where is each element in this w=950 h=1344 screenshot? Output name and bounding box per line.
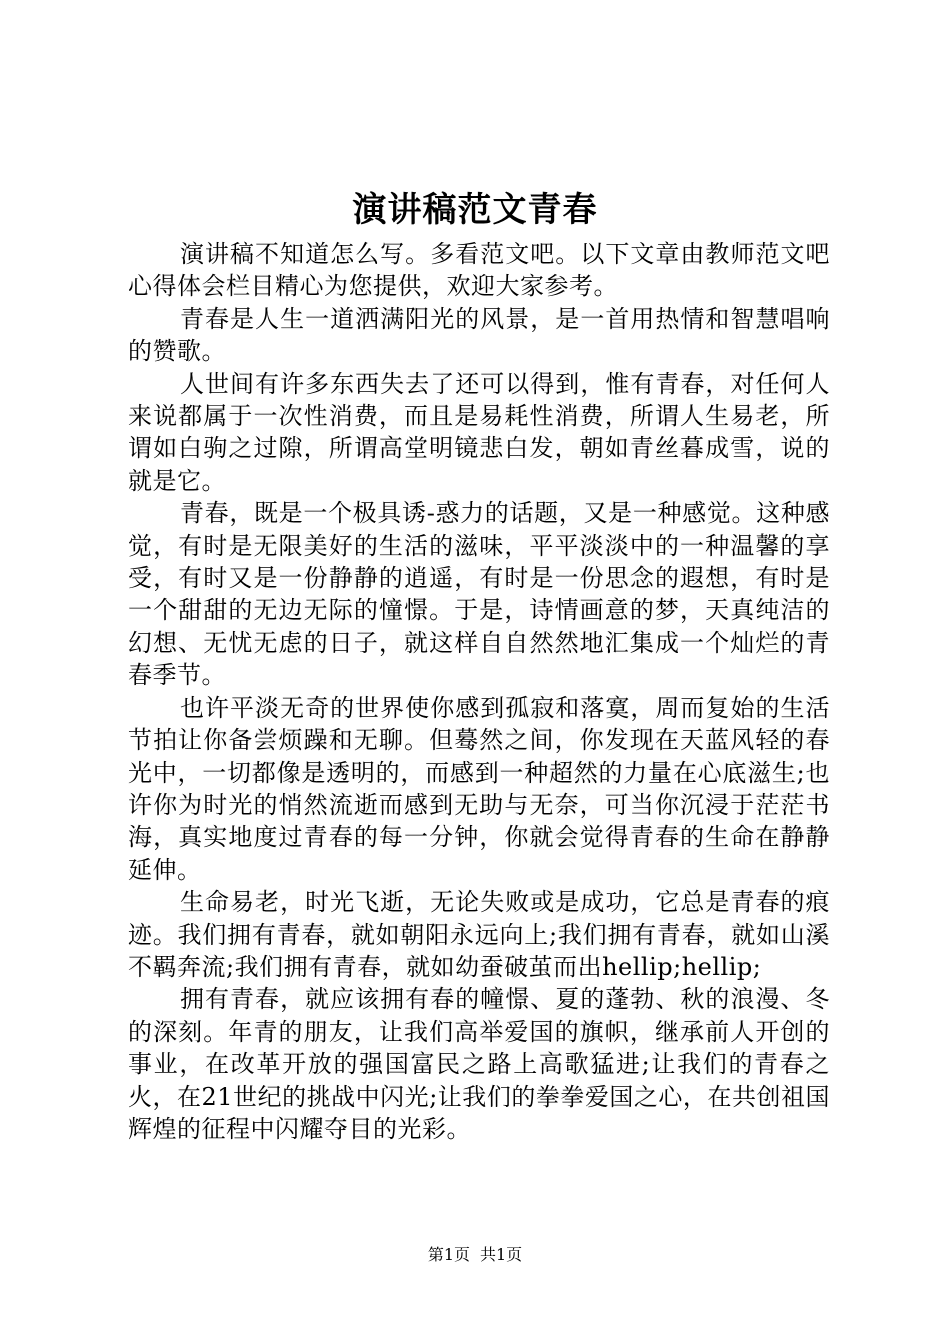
paragraph-2: 青春是人生一道洒满阳光的风景，是一首用热情和智慧唱响的赞歌。 <box>128 304 830 366</box>
document-title: 演讲稿范文青春 <box>352 190 598 230</box>
document-body <box>128 238 830 1145</box>
paragraph-6: 生命易老，时光飞逝，无论失败或是成功，它总是青春的痕迹。我们拥有青春，就如朝阳永远向上;我们拥有青春，就如山溪不羁奔流;我们拥有青春，就如幼蚕破茧而出hellip;hellip; <box>128 888 830 981</box>
paragraph-7: 拥有青春，就应该拥有春的幢憬、夏的蓬勃、秋的浪漫、冬的深刻。年青的朋友，让我们高举爱国的旗帜，继承前人开创的事业，在改革开放的强国富民之路上高歌猛进;让我们的青春之火，在21世纪的挑战中闪光;让我们的拳拳爱国之心，在共创祖国辉煌的征程中闪耀夺目的光彩。 <box>128 985 830 1143</box>
page-number: 第1页 <box>427 1245 470 1264</box>
paragraph-3: 人世间有许多东西失去了还可以得到，惟有青春，对任何人来说都属于一次性消费，而且是易耗性消费，所谓人生易老，所谓如白驹之过隙，所谓高堂明镜悲白发，朝如青丝暮成雪，说的就是它。 <box>128 369 830 495</box>
paragraph-5: 也许平淡无奇的世界使你感到孤寂和落寞，周而复始的生活节拍让你备尝烦躁和无聊。但蓦然之间，你发现在天蓝风轻的春光中，一切都像是透明的，而感到一种超然的力量在心底滋生;也许你为时光的悄然流逝而感到无助与无奈，可当你沉浸于茫茫书海，真实地度过青春的每一分钟，你就会觉得青春的生命在静静延伸。 <box>128 693 830 884</box>
page-footer <box>0 1243 950 1267</box>
paragraph-intro: 演讲稿不知道怎么写。多看范文吧。以下文章由教师范文吧心得体会栏目精心为您提供，欢迎大家参考。 <box>128 240 830 301</box>
page-total: 共1页 <box>480 1245 523 1264</box>
paragraph-4: 青春，既是一个极具诱-惑力的话题，又是一种感觉。这种感觉，有时是无限美好的生活的滋味，平平淡淡中的一种温馨的享受，有时又是一份静静的逍遥，有时是一份思念的遐想，有时是一个甜甜的无边无际的憧憬。于是，诗情画意的梦，天真纯洁的幻想、无忧无虑的日子，就这样自自然然地汇集成一个灿烂的青春季节。 <box>128 499 830 690</box>
